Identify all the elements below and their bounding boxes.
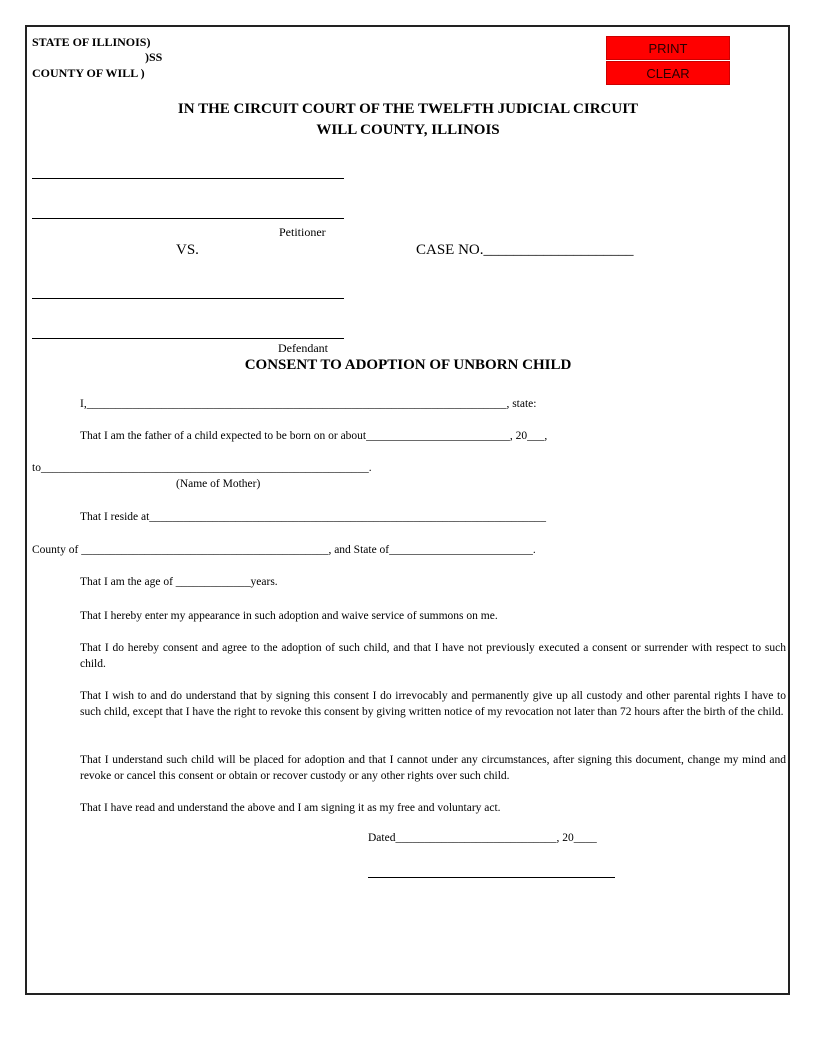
paragraph-consent: That I do hereby consent and agree to the adoption of such child, and that I have not previously executed a consent or surrender with respect to such child. [80, 642, 786, 670]
expected-birth-date-field[interactable]: That I am the father of a child expected to be born on or about_________________________, 20___, [80, 430, 548, 442]
paragraph-placed: That I understand such child will be placed for adoption and that I cannot under any circumstances, after signing this document, change my mind and revoke or cancel this consent or obtain or recover custody or any other rights over such child. [80, 754, 786, 782]
age-field[interactable]: That I am the age of _____________years. [80, 576, 278, 588]
print-button[interactable]: PRINT [606, 36, 730, 60]
petitioner-name-line-2[interactable] [32, 218, 344, 219]
paragraph-read: That I have read and understand the above and I am signing it as my free and voluntary act. [80, 802, 501, 814]
petitioner-label: Petitioner [279, 225, 326, 239]
mother-name-caption: (Name of Mother) [176, 478, 261, 490]
page-border [25, 25, 790, 995]
form-title: CONSENT TO ADOPTION OF UNBORN CHILD [244, 357, 572, 373]
paragraph-understand: That I wish to and do understand that by signing this consent I do irrevocably and permanently give up all custody and other parental rights I have to such child, except that I have the right to revoke this consent by giving written notice of my revocation not later than 72 hours after the birth of the child. [80, 690, 786, 718]
court-heading-line2: WILL COUNTY, ILLINOIS [316, 122, 500, 138]
residence-field[interactable]: That I reside at_____________________________________________________________________ [80, 511, 547, 523]
mother-name-field[interactable]: to_________________________________________________________. [32, 462, 372, 474]
paragraph-appearance: That I hereby enter my appearance in such adoption and waive service of summons on me. [80, 610, 498, 622]
petitioner-name-line-1[interactable] [32, 178, 344, 179]
defendant-label: Defendant [278, 341, 328, 355]
defendant-name-line-1[interactable] [32, 298, 344, 299]
dated-field[interactable]: Dated____________________________, 20____ [368, 832, 597, 844]
state-line: STATE OF ILLINOIS) [32, 35, 151, 49]
clear-button[interactable]: CLEAR [606, 61, 730, 85]
defendant-name-line-2[interactable] [32, 338, 344, 339]
county-state-field[interactable]: County of ___________________________________________, and State of_________________________. [32, 544, 536, 556]
vs-label: VS. [176, 242, 199, 258]
ss-line: )SS [145, 50, 163, 64]
case-number-field[interactable]: CASE NO.____________________ [416, 242, 634, 258]
court-heading-line1: IN THE CIRCUIT COURT OF THE TWELFTH JUDICIAL CIRCUIT [177, 101, 639, 117]
county-line: COUNTY OF WILL ) [32, 66, 145, 80]
signature-line[interactable] [368, 877, 615, 878]
declarant-name-field[interactable]: I,_________________________________________________________________________, state: [80, 398, 537, 410]
